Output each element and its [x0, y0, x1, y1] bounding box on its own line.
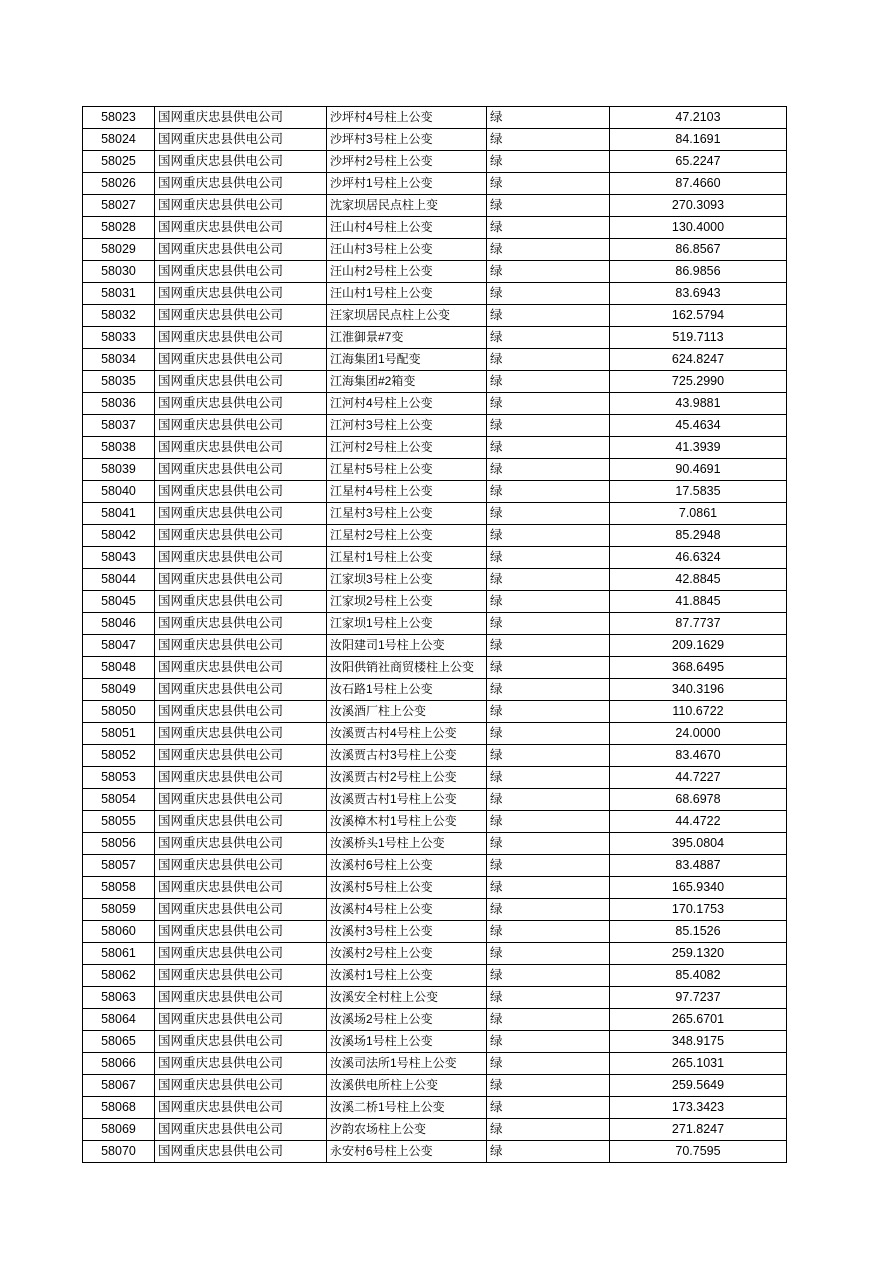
- cell-status: 绿: [487, 283, 610, 305]
- cell-device: 沙坪村4号柱上公变: [327, 107, 487, 129]
- cell-value: 83.4887: [610, 855, 787, 877]
- cell-device: 江河村4号柱上公变: [327, 393, 487, 415]
- cell-id: 58055: [83, 811, 155, 833]
- table-body: [83, 107, 787, 1163]
- cell-device: 江家坝2号柱上公变: [327, 591, 487, 613]
- cell-device: 江星村5号柱上公变: [327, 459, 487, 481]
- cell-company: 国网重庆忠县供电公司: [155, 195, 327, 217]
- cell-company: 国网重庆忠县供电公司: [155, 1031, 327, 1053]
- cell-value: 47.2103: [610, 107, 787, 129]
- table-row: [83, 129, 787, 151]
- table-row: [83, 635, 787, 657]
- cell-status: 绿: [487, 107, 610, 129]
- cell-status: 绿: [487, 723, 610, 745]
- table-row: [83, 591, 787, 613]
- cell-value: 368.6495: [610, 657, 787, 679]
- cell-company: 国网重庆忠县供电公司: [155, 547, 327, 569]
- cell-value: 65.2247: [610, 151, 787, 173]
- transformer-table: [82, 106, 787, 1163]
- cell-value: 162.5794: [610, 305, 787, 327]
- cell-value: 271.8247: [610, 1119, 787, 1141]
- cell-company: 国网重庆忠县供电公司: [155, 657, 327, 679]
- cell-device: 沙坪村1号柱上公变: [327, 173, 487, 195]
- table-row: [83, 371, 787, 393]
- cell-id: 58069: [83, 1119, 155, 1141]
- cell-status: 绿: [487, 305, 610, 327]
- cell-id: 58030: [83, 261, 155, 283]
- cell-device: 汝溪村1号柱上公变: [327, 965, 487, 987]
- cell-device: 汝溪贾古村3号柱上公变: [327, 745, 487, 767]
- cell-company: 国网重庆忠县供电公司: [155, 371, 327, 393]
- cell-value: 83.4670: [610, 745, 787, 767]
- cell-status: 绿: [487, 987, 610, 1009]
- cell-id: 58044: [83, 569, 155, 591]
- cell-value: 395.0804: [610, 833, 787, 855]
- table-row: [83, 1009, 787, 1031]
- cell-value: 110.6722: [610, 701, 787, 723]
- cell-id: 58026: [83, 173, 155, 195]
- cell-device: 汪家坝居民点柱上公变: [327, 305, 487, 327]
- cell-device: 汝溪供电所柱上公变: [327, 1075, 487, 1097]
- cell-company: 国网重庆忠县供电公司: [155, 723, 327, 745]
- table-row: [83, 701, 787, 723]
- cell-status: 绿: [487, 899, 610, 921]
- cell-status: 绿: [487, 1141, 610, 1163]
- table-row: [83, 393, 787, 415]
- cell-status: 绿: [487, 921, 610, 943]
- cell-value: 84.1691: [610, 129, 787, 151]
- cell-device: 汝溪场2号柱上公变: [327, 1009, 487, 1031]
- table-row: [83, 261, 787, 283]
- cell-id: 58056: [83, 833, 155, 855]
- cell-status: 绿: [487, 943, 610, 965]
- cell-value: 83.6943: [610, 283, 787, 305]
- cell-status: 绿: [487, 965, 610, 987]
- cell-company: 国网重庆忠县供电公司: [155, 327, 327, 349]
- cell-device: 汝阳建司1号柱上公变: [327, 635, 487, 657]
- cell-company: 国网重庆忠县供电公司: [155, 987, 327, 1009]
- cell-id: 58041: [83, 503, 155, 525]
- cell-company: 国网重庆忠县供电公司: [155, 107, 327, 129]
- cell-id: 58036: [83, 393, 155, 415]
- cell-status: 绿: [487, 217, 610, 239]
- table-row: [83, 569, 787, 591]
- cell-id: 58057: [83, 855, 155, 877]
- cell-id: 58049: [83, 679, 155, 701]
- cell-value: 209.1629: [610, 635, 787, 657]
- cell-device: 江海集团#2箱变: [327, 371, 487, 393]
- cell-company: 国网重庆忠县供电公司: [155, 459, 327, 481]
- cell-company: 国网重庆忠县供电公司: [155, 833, 327, 855]
- table-row: [83, 437, 787, 459]
- cell-id: 58051: [83, 723, 155, 745]
- cell-status: 绿: [487, 173, 610, 195]
- cell-device: 江河村2号柱上公变: [327, 437, 487, 459]
- cell-company: 国网重庆忠县供电公司: [155, 745, 327, 767]
- cell-status: 绿: [487, 261, 610, 283]
- cell-id: 58065: [83, 1031, 155, 1053]
- table-row: [83, 1097, 787, 1119]
- cell-status: 绿: [487, 1009, 610, 1031]
- cell-company: 国网重庆忠县供电公司: [155, 239, 327, 261]
- cell-id: 58038: [83, 437, 155, 459]
- cell-status: 绿: [487, 1053, 610, 1075]
- table-row: [83, 789, 787, 811]
- cell-device: 汝溪贾古村4号柱上公变: [327, 723, 487, 745]
- cell-status: 绿: [487, 393, 610, 415]
- cell-status: 绿: [487, 569, 610, 591]
- cell-status: 绿: [487, 767, 610, 789]
- cell-device: 江淮御景#7变: [327, 327, 487, 349]
- cell-id: 58070: [83, 1141, 155, 1163]
- cell-company: 国网重庆忠县供电公司: [155, 173, 327, 195]
- cell-id: 58048: [83, 657, 155, 679]
- cell-company: 国网重庆忠县供电公司: [155, 415, 327, 437]
- cell-id: 58043: [83, 547, 155, 569]
- cell-company: 国网重庆忠县供电公司: [155, 569, 327, 591]
- cell-company: 国网重庆忠县供电公司: [155, 129, 327, 151]
- table-row: [83, 767, 787, 789]
- cell-status: 绿: [487, 591, 610, 613]
- cell-company: 国网重庆忠县供电公司: [155, 679, 327, 701]
- cell-id: 58058: [83, 877, 155, 899]
- cell-device: 汝溪酒厂柱上公变: [327, 701, 487, 723]
- cell-status: 绿: [487, 1119, 610, 1141]
- cell-status: 绿: [487, 503, 610, 525]
- cell-id: 58039: [83, 459, 155, 481]
- cell-company: 国网重庆忠县供电公司: [155, 1119, 327, 1141]
- cell-company: 国网重庆忠县供电公司: [155, 811, 327, 833]
- cell-value: 90.4691: [610, 459, 787, 481]
- cell-company: 国网重庆忠县供电公司: [155, 591, 327, 613]
- table-row: [83, 415, 787, 437]
- cell-company: 国网重庆忠县供电公司: [155, 899, 327, 921]
- cell-device: 汝溪场1号柱上公变: [327, 1031, 487, 1053]
- cell-value: 85.1526: [610, 921, 787, 943]
- cell-value: 170.1753: [610, 899, 787, 921]
- cell-status: 绿: [487, 371, 610, 393]
- cell-company: 国网重庆忠县供电公司: [155, 1097, 327, 1119]
- cell-device: 汝溪安全村柱上公变: [327, 987, 487, 1009]
- cell-id: 58053: [83, 767, 155, 789]
- table-row: [83, 327, 787, 349]
- cell-id: 58033: [83, 327, 155, 349]
- cell-device: 沙坪村2号柱上公变: [327, 151, 487, 173]
- cell-company: 国网重庆忠县供电公司: [155, 283, 327, 305]
- cell-status: 绿: [487, 327, 610, 349]
- cell-value: 44.7227: [610, 767, 787, 789]
- cell-status: 绿: [487, 129, 610, 151]
- cell-value: 45.4634: [610, 415, 787, 437]
- cell-company: 国网重庆忠县供电公司: [155, 393, 327, 415]
- table-row: [83, 459, 787, 481]
- cell-device: 汪山村3号柱上公变: [327, 239, 487, 261]
- cell-company: 国网重庆忠县供电公司: [155, 349, 327, 371]
- cell-value: 519.7113: [610, 327, 787, 349]
- cell-company: 国网重庆忠县供电公司: [155, 151, 327, 173]
- cell-status: 绿: [487, 437, 610, 459]
- cell-id: 58024: [83, 129, 155, 151]
- table-row: [83, 481, 787, 503]
- cell-device: 沙坪村3号柱上公变: [327, 129, 487, 151]
- cell-value: 85.4082: [610, 965, 787, 987]
- cell-company: 国网重庆忠县供电公司: [155, 635, 327, 657]
- cell-value: 165.9340: [610, 877, 787, 899]
- cell-value: 86.8567: [610, 239, 787, 261]
- cell-id: 58023: [83, 107, 155, 129]
- table-row: [83, 547, 787, 569]
- table-row: [83, 1119, 787, 1141]
- cell-company: 国网重庆忠县供电公司: [155, 437, 327, 459]
- cell-company: 国网重庆忠县供电公司: [155, 789, 327, 811]
- table-row: [83, 217, 787, 239]
- cell-status: 绿: [487, 635, 610, 657]
- cell-company: 国网重庆忠县供电公司: [155, 877, 327, 899]
- cell-status: 绿: [487, 1097, 610, 1119]
- table-row: [83, 657, 787, 679]
- cell-value: 41.8845: [610, 591, 787, 613]
- cell-value: 7.0861: [610, 503, 787, 525]
- cell-company: 国网重庆忠县供电公司: [155, 921, 327, 943]
- cell-status: 绿: [487, 833, 610, 855]
- table-row: [83, 503, 787, 525]
- cell-company: 国网重庆忠县供电公司: [155, 943, 327, 965]
- cell-status: 绿: [487, 459, 610, 481]
- cell-value: 24.0000: [610, 723, 787, 745]
- cell-company: 国网重庆忠县供电公司: [155, 1009, 327, 1031]
- table-row: [83, 855, 787, 877]
- cell-value: 173.3423: [610, 1097, 787, 1119]
- cell-device: 汝溪村2号柱上公变: [327, 943, 487, 965]
- cell-device: 汝溪村4号柱上公变: [327, 899, 487, 921]
- cell-status: 绿: [487, 877, 610, 899]
- table-row: [83, 349, 787, 371]
- cell-device: 汝溪樟木村1号柱上公变: [327, 811, 487, 833]
- cell-company: 国网重庆忠县供电公司: [155, 481, 327, 503]
- table-row: [83, 305, 787, 327]
- cell-device: 沈家坝居民点柱上变: [327, 195, 487, 217]
- cell-id: 58034: [83, 349, 155, 371]
- table-row: [83, 921, 787, 943]
- table-row: [83, 239, 787, 261]
- cell-value: 70.7595: [610, 1141, 787, 1163]
- cell-company: 国网重庆忠县供电公司: [155, 613, 327, 635]
- cell-value: 86.9856: [610, 261, 787, 283]
- cell-device: 汝石路1号柱上公变: [327, 679, 487, 701]
- cell-value: 259.5649: [610, 1075, 787, 1097]
- cell-status: 绿: [487, 239, 610, 261]
- cell-value: 68.6978: [610, 789, 787, 811]
- table-row: [83, 1031, 787, 1053]
- cell-company: 国网重庆忠县供电公司: [155, 1075, 327, 1097]
- cell-id: 58040: [83, 481, 155, 503]
- cell-value: 87.4660: [610, 173, 787, 195]
- cell-device: 汝溪村5号柱上公变: [327, 877, 487, 899]
- cell-device: 永安村6号柱上公变: [327, 1141, 487, 1163]
- cell-company: 国网重庆忠县供电公司: [155, 261, 327, 283]
- cell-device: 汪山村4号柱上公变: [327, 217, 487, 239]
- cell-value: 348.9175: [610, 1031, 787, 1053]
- cell-status: 绿: [487, 811, 610, 833]
- cell-device: 江星村3号柱上公变: [327, 503, 487, 525]
- cell-value: 130.4000: [610, 217, 787, 239]
- cell-company: 国网重庆忠县供电公司: [155, 305, 327, 327]
- table-row: [83, 745, 787, 767]
- table-row: [83, 987, 787, 1009]
- cell-company: 国网重庆忠县供电公司: [155, 701, 327, 723]
- cell-id: 58045: [83, 591, 155, 613]
- cell-device: 汝溪村6号柱上公变: [327, 855, 487, 877]
- cell-company: 国网重庆忠县供电公司: [155, 767, 327, 789]
- cell-status: 绿: [487, 1031, 610, 1053]
- cell-value: 259.1320: [610, 943, 787, 965]
- cell-device: 汝溪桥头1号柱上公变: [327, 833, 487, 855]
- cell-device: 汝阳供销社商贸楼柱上公变: [327, 657, 487, 679]
- cell-status: 绿: [487, 657, 610, 679]
- cell-status: 绿: [487, 855, 610, 877]
- cell-status: 绿: [487, 349, 610, 371]
- cell-value: 43.9881: [610, 393, 787, 415]
- cell-device: 汝溪二桥1号柱上公变: [327, 1097, 487, 1119]
- cell-device: 江河村3号柱上公变: [327, 415, 487, 437]
- table-row: [83, 811, 787, 833]
- cell-id: 58066: [83, 1053, 155, 1075]
- cell-value: 44.4722: [610, 811, 787, 833]
- cell-status: 绿: [487, 415, 610, 437]
- cell-id: 58063: [83, 987, 155, 1009]
- cell-status: 绿: [487, 789, 610, 811]
- cell-status: 绿: [487, 745, 610, 767]
- cell-status: 绿: [487, 613, 610, 635]
- cell-company: 国网重庆忠县供电公司: [155, 525, 327, 547]
- cell-value: 87.7737: [610, 613, 787, 635]
- cell-company: 国网重庆忠县供电公司: [155, 965, 327, 987]
- cell-company: 国网重庆忠县供电公司: [155, 503, 327, 525]
- cell-id: 58037: [83, 415, 155, 437]
- cell-id: 58028: [83, 217, 155, 239]
- cell-company: 国网重庆忠县供电公司: [155, 855, 327, 877]
- cell-id: 58064: [83, 1009, 155, 1031]
- cell-value: 340.3196: [610, 679, 787, 701]
- cell-company: 国网重庆忠县供电公司: [155, 1141, 327, 1163]
- cell-value: 624.8247: [610, 349, 787, 371]
- cell-company: 国网重庆忠县供电公司: [155, 217, 327, 239]
- cell-status: 绿: [487, 525, 610, 547]
- cell-device: 江星村2号柱上公变: [327, 525, 487, 547]
- cell-id: 58052: [83, 745, 155, 767]
- cell-id: 58027: [83, 195, 155, 217]
- cell-value: 97.7237: [610, 987, 787, 1009]
- cell-id: 58061: [83, 943, 155, 965]
- cell-status: 绿: [487, 679, 610, 701]
- cell-value: 265.1031: [610, 1053, 787, 1075]
- cell-id: 58067: [83, 1075, 155, 1097]
- cell-id: 58046: [83, 613, 155, 635]
- cell-id: 58031: [83, 283, 155, 305]
- table-row: [83, 965, 787, 987]
- cell-value: 85.2948: [610, 525, 787, 547]
- cell-device: 汝溪司法所1号柱上公变: [327, 1053, 487, 1075]
- table-row: [83, 1075, 787, 1097]
- cell-device: 汝溪贾古村1号柱上公变: [327, 789, 487, 811]
- table-row: [83, 525, 787, 547]
- table-row: [83, 1141, 787, 1163]
- table-row: [83, 943, 787, 965]
- cell-value: 46.6324: [610, 547, 787, 569]
- cell-id: 58068: [83, 1097, 155, 1119]
- cell-id: 58062: [83, 965, 155, 987]
- cell-value: 41.3939: [610, 437, 787, 459]
- cell-id: 58059: [83, 899, 155, 921]
- cell-id: 58035: [83, 371, 155, 393]
- cell-id: 58042: [83, 525, 155, 547]
- cell-device: 汝溪贾古村2号柱上公变: [327, 767, 487, 789]
- table-row: [83, 899, 787, 921]
- table-row: [83, 195, 787, 217]
- cell-value: 725.2990: [610, 371, 787, 393]
- cell-id: 58047: [83, 635, 155, 657]
- cell-value: 270.3093: [610, 195, 787, 217]
- cell-id: 58029: [83, 239, 155, 261]
- cell-status: 绿: [487, 195, 610, 217]
- table-row: [83, 679, 787, 701]
- cell-status: 绿: [487, 547, 610, 569]
- cell-device: 江星村4号柱上公变: [327, 481, 487, 503]
- cell-device: 江家坝1号柱上公变: [327, 613, 487, 635]
- cell-device: 汪山村2号柱上公变: [327, 261, 487, 283]
- table-row: [83, 151, 787, 173]
- cell-status: 绿: [487, 151, 610, 173]
- cell-company: 国网重庆忠县供电公司: [155, 1053, 327, 1075]
- cell-status: 绿: [487, 481, 610, 503]
- cell-value: 17.5835: [610, 481, 787, 503]
- cell-device: 汐韵农场柱上公变: [327, 1119, 487, 1141]
- table-row: [83, 877, 787, 899]
- table-row: [83, 723, 787, 745]
- table-row: [83, 283, 787, 305]
- cell-device: 江星村1号柱上公变: [327, 547, 487, 569]
- cell-device: 江家坝3号柱上公变: [327, 569, 487, 591]
- cell-status: 绿: [487, 701, 610, 723]
- cell-id: 58025: [83, 151, 155, 173]
- cell-id: 58054: [83, 789, 155, 811]
- cell-value: 265.6701: [610, 1009, 787, 1031]
- cell-value: 42.8845: [610, 569, 787, 591]
- table-row: [83, 107, 787, 129]
- cell-device: 汝溪村3号柱上公变: [327, 921, 487, 943]
- table-row: [83, 613, 787, 635]
- table-row: [83, 833, 787, 855]
- table-row: [83, 1053, 787, 1075]
- cell-id: 58032: [83, 305, 155, 327]
- cell-id: 58060: [83, 921, 155, 943]
- cell-status: 绿: [487, 1075, 610, 1097]
- data-sheet: [82, 106, 786, 1163]
- cell-device: 江海集团1号配变: [327, 349, 487, 371]
- cell-id: 58050: [83, 701, 155, 723]
- cell-device: 汪山村1号柱上公变: [327, 283, 487, 305]
- table-row: [83, 173, 787, 195]
